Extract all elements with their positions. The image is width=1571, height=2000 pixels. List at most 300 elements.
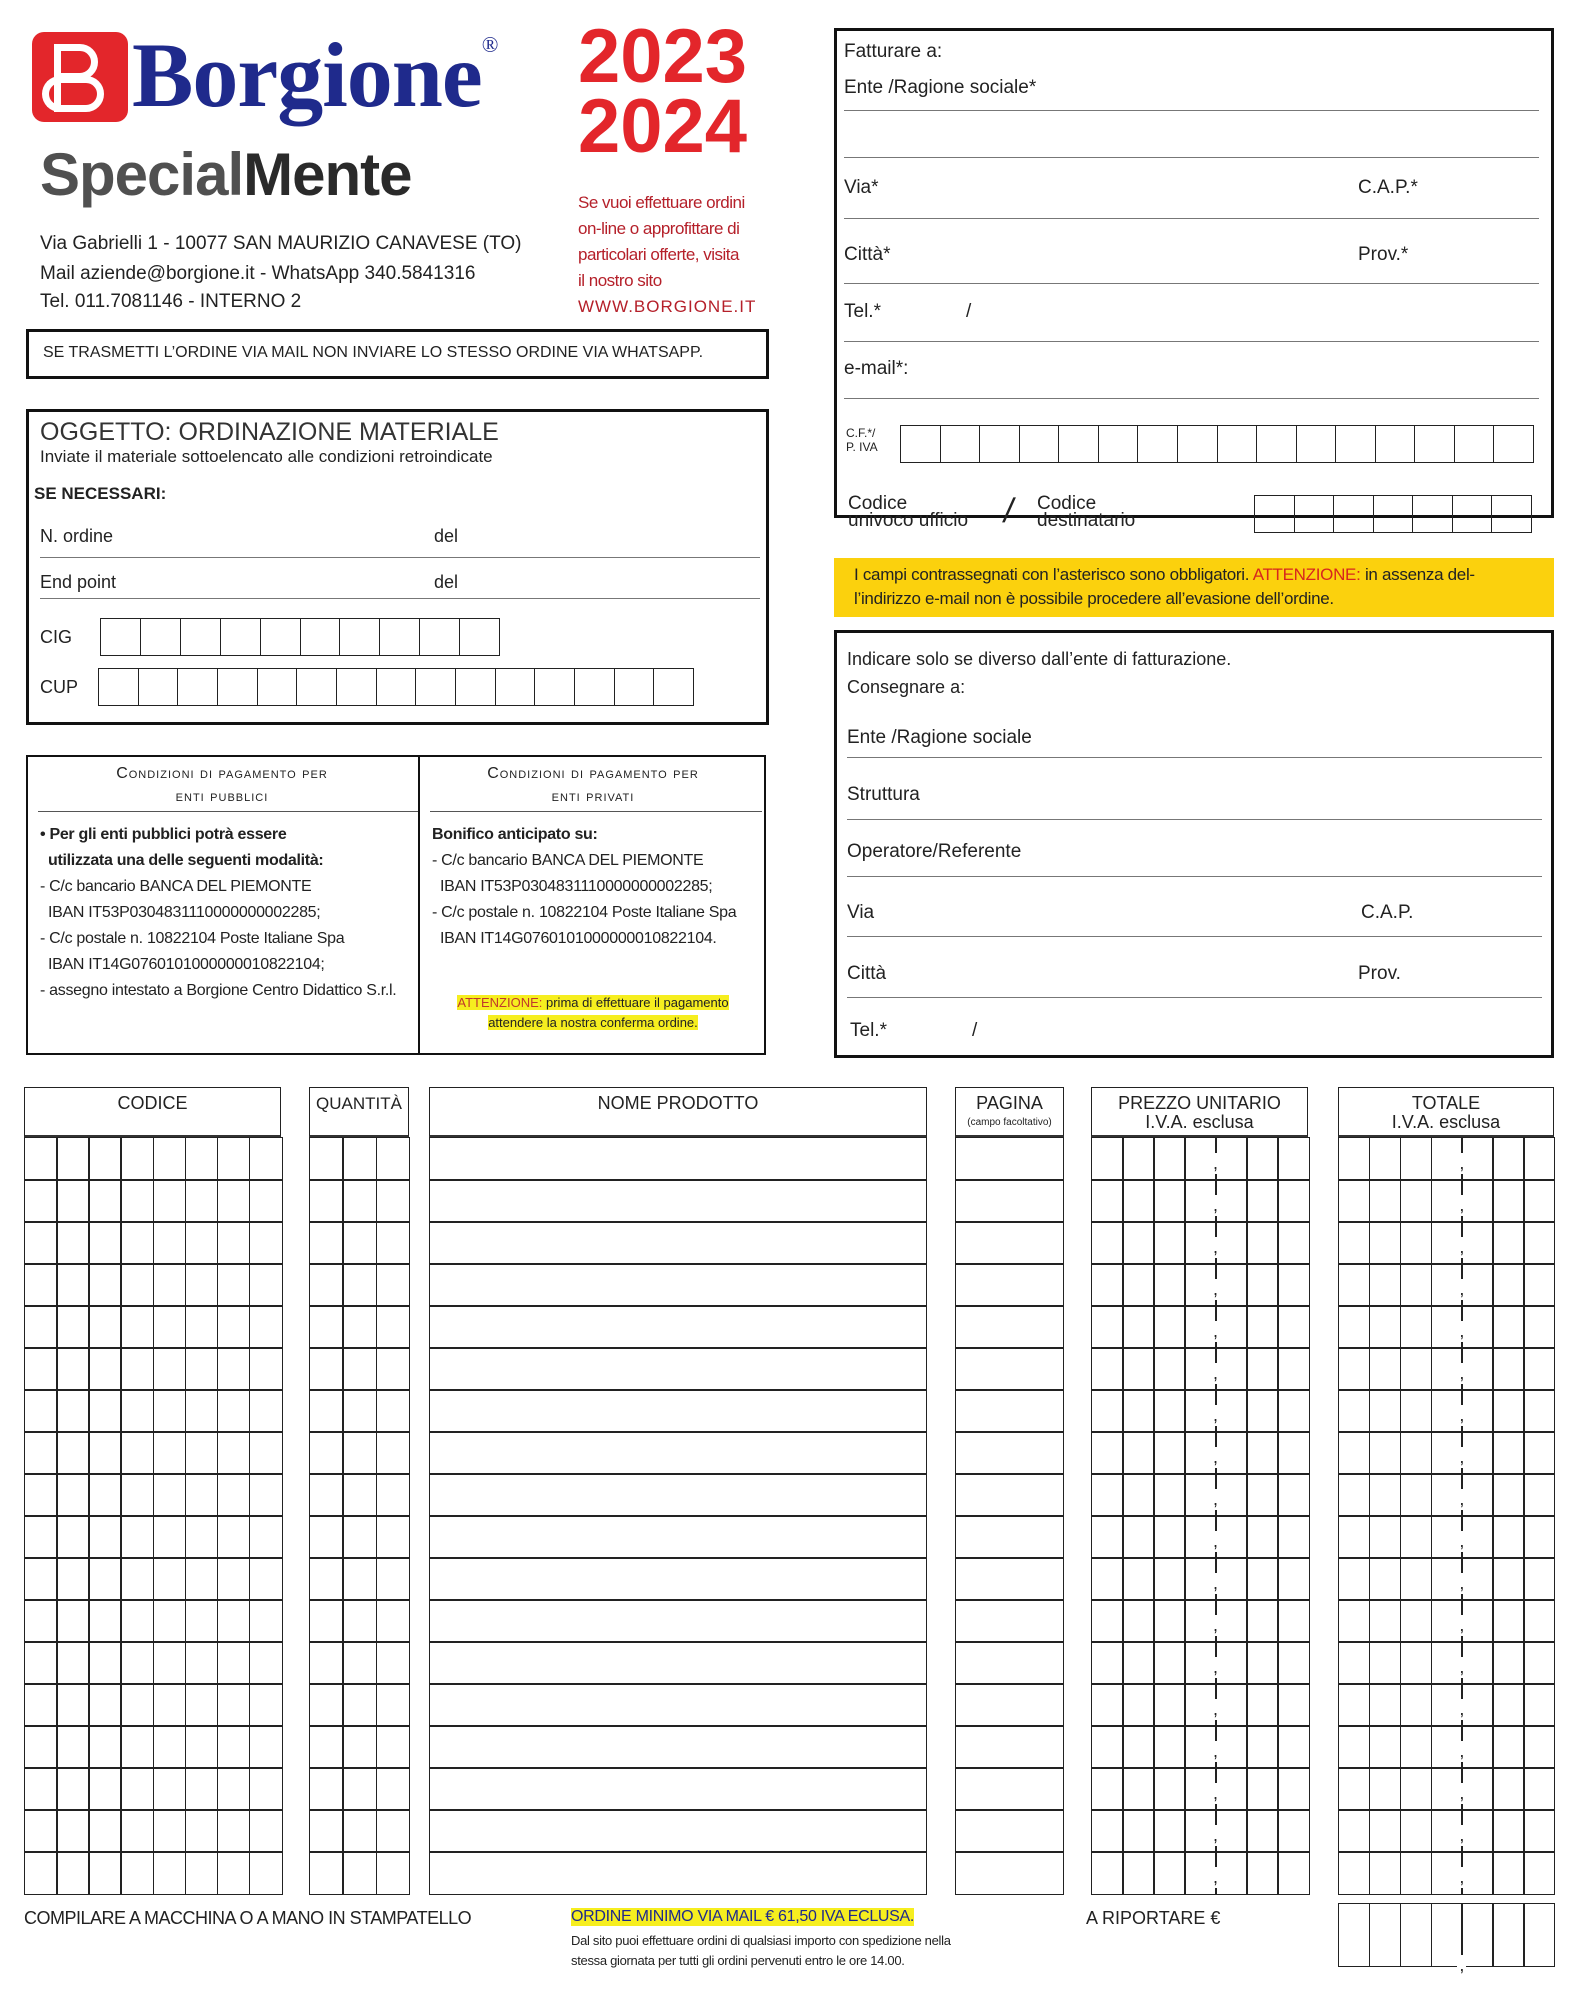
totale-cell[interactable]	[1400, 1683, 1432, 1727]
totale-cell[interactable]	[1492, 1767, 1524, 1811]
codice-cell[interactable]	[185, 1725, 219, 1769]
totale-cell[interactable]	[1369, 1137, 1401, 1181]
totale-cell[interactable]	[1492, 1305, 1524, 1349]
codice-cell[interactable]	[249, 1515, 283, 1559]
quantita-cell[interactable]	[309, 1305, 344, 1349]
nome-prodotto-cell[interactable]	[429, 1179, 927, 1223]
char-box[interactable]	[535, 669, 575, 705]
prezzo-unitario-cell[interactable]	[1153, 1557, 1186, 1601]
codice-cell[interactable]	[153, 1137, 187, 1181]
billing-email-field[interactable]	[844, 398, 1539, 399]
prezzo-unitario-cell[interactable]	[1091, 1851, 1124, 1895]
codice-cell[interactable]	[249, 1431, 283, 1475]
codice-cell[interactable]	[88, 1389, 122, 1433]
prezzo-unitario-cell[interactable]	[1091, 1473, 1124, 1517]
codice-cell[interactable]	[153, 1725, 187, 1769]
prezzo-unitario-cell[interactable]	[1122, 1767, 1155, 1811]
codice-cell[interactable]	[185, 1851, 219, 1895]
totale-cell[interactable]	[1523, 1683, 1555, 1727]
quantita-cell[interactable]	[376, 1599, 411, 1643]
a-riportare-cell[interactable]	[1523, 1903, 1555, 1967]
a-riportare-cell[interactable]	[1400, 1903, 1432, 1967]
prezzo-unitario-cell[interactable]	[1246, 1473, 1279, 1517]
totale-cell[interactable]	[1400, 1221, 1432, 1265]
codice-cell[interactable]	[249, 1641, 283, 1685]
totale-cell[interactable]	[1492, 1851, 1524, 1895]
codice-cell[interactable]	[217, 1305, 251, 1349]
totale-cell[interactable]	[1523, 1725, 1555, 1769]
prezzo-unitario-cell[interactable]	[1122, 1179, 1155, 1223]
prezzo-unitario-cell[interactable]	[1153, 1767, 1186, 1811]
totale-cell[interactable]	[1400, 1179, 1432, 1223]
totale-cell[interactable]	[1338, 1725, 1370, 1769]
codice-cell[interactable]	[56, 1641, 90, 1685]
totale-cell[interactable]	[1338, 1431, 1370, 1475]
pagina-cell[interactable]	[955, 1389, 1064, 1433]
codice-cell[interactable]	[249, 1347, 283, 1391]
totale-cell[interactable]	[1400, 1767, 1432, 1811]
codice-cell[interactable]	[88, 1683, 122, 1727]
char-box[interactable]	[1218, 426, 1258, 462]
codice-cell[interactable]	[217, 1347, 251, 1391]
codice-cell[interactable]	[249, 1557, 283, 1601]
cup-input-boxes[interactable]	[98, 668, 694, 706]
codice-destinatario-input-boxes[interactable]	[1254, 495, 1532, 533]
totale-cell[interactable]	[1369, 1347, 1401, 1391]
codice-cell[interactable]	[56, 1599, 90, 1643]
codice-cell[interactable]	[217, 1221, 251, 1265]
totale-cell[interactable]	[1338, 1347, 1370, 1391]
quantita-cell[interactable]	[376, 1641, 411, 1685]
char-box[interactable]	[1255, 496, 1295, 532]
codice-cell[interactable]	[249, 1473, 283, 1517]
codice-cell[interactable]	[153, 1599, 187, 1643]
quantita-cell[interactable]	[376, 1725, 411, 1769]
codice-cell[interactable]	[120, 1851, 154, 1895]
codice-cell[interactable]	[56, 1683, 90, 1727]
codice-cell[interactable]	[24, 1137, 58, 1181]
prezzo-unitario-cell[interactable]	[1091, 1137, 1124, 1181]
prezzo-unitario-cell[interactable]	[1277, 1473, 1310, 1517]
prezzo-unitario-cell[interactable]	[1246, 1683, 1279, 1727]
quantita-cell[interactable]	[376, 1431, 411, 1475]
totale-cell[interactable]	[1400, 1599, 1432, 1643]
char-box[interactable]	[141, 619, 181, 655]
char-box[interactable]	[1415, 426, 1455, 462]
nome-prodotto-cell[interactable]	[429, 1683, 927, 1727]
totale-cell[interactable]	[1492, 1389, 1524, 1433]
codice-cell[interactable]	[249, 1263, 283, 1307]
totale-cell[interactable]	[1338, 1809, 1370, 1853]
totale-cell[interactable]	[1338, 1515, 1370, 1559]
shipping-operatore-field[interactable]	[847, 876, 1542, 877]
codice-cell[interactable]	[153, 1221, 187, 1265]
codice-cell[interactable]	[185, 1767, 219, 1811]
totale-cell[interactable]	[1338, 1179, 1370, 1223]
char-box[interactable]	[1295, 496, 1335, 532]
totale-cell[interactable]	[1492, 1599, 1524, 1643]
quantita-cell[interactable]	[309, 1683, 344, 1727]
prezzo-unitario-cell[interactable]	[1153, 1515, 1186, 1559]
nome-prodotto-cell[interactable]	[429, 1725, 927, 1769]
quantita-cell[interactable]	[376, 1305, 411, 1349]
prezzo-unitario-cell[interactable]	[1122, 1473, 1155, 1517]
totale-cell[interactable]	[1338, 1557, 1370, 1601]
codice-cell[interactable]	[120, 1683, 154, 1727]
totale-cell[interactable]	[1523, 1179, 1555, 1223]
codice-cell[interactable]	[249, 1305, 283, 1349]
codice-cell[interactable]	[249, 1725, 283, 1769]
pagina-cell[interactable]	[955, 1683, 1064, 1727]
codice-cell[interactable]	[24, 1557, 58, 1601]
totale-cell[interactable]	[1523, 1641, 1555, 1685]
char-box[interactable]	[1297, 426, 1337, 462]
codice-cell[interactable]	[56, 1725, 90, 1769]
codice-cell[interactable]	[185, 1515, 219, 1559]
nome-prodotto-cell[interactable]	[429, 1599, 927, 1643]
codice-cell[interactable]	[120, 1389, 154, 1433]
quantita-cell[interactable]	[376, 1389, 411, 1433]
codice-cell[interactable]	[88, 1263, 122, 1307]
totale-cell[interactable]	[1523, 1263, 1555, 1307]
totale-cell[interactable]	[1492, 1431, 1524, 1475]
codice-cell[interactable]	[153, 1851, 187, 1895]
char-box[interactable]	[99, 669, 139, 705]
codice-cell[interactable]	[217, 1431, 251, 1475]
quantita-cell[interactable]	[309, 1725, 344, 1769]
totale-cell[interactable]	[1523, 1431, 1555, 1475]
codice-cell[interactable]	[249, 1137, 283, 1181]
codice-cell[interactable]	[88, 1851, 122, 1895]
pagina-cell[interactable]	[955, 1557, 1064, 1601]
totale-cell[interactable]	[1492, 1137, 1524, 1181]
codice-cell[interactable]	[153, 1263, 187, 1307]
website-link[interactable]: WWW.BORGIONE.IT	[578, 297, 757, 316]
codice-cell[interactable]	[88, 1767, 122, 1811]
codice-cell[interactable]	[185, 1137, 219, 1181]
prezzo-unitario-cell[interactable]	[1153, 1305, 1186, 1349]
totale-cell[interactable]	[1369, 1179, 1401, 1223]
char-box[interactable]	[941, 426, 981, 462]
char-box[interactable]	[1413, 496, 1453, 532]
prezzo-unitario-cell[interactable]	[1091, 1515, 1124, 1559]
quantita-cell[interactable]	[342, 1809, 377, 1853]
nome-prodotto-cell[interactable]	[429, 1221, 927, 1265]
codice-cell[interactable]	[120, 1557, 154, 1601]
totale-cell[interactable]	[1338, 1851, 1370, 1895]
totale-cell[interactable]	[1369, 1263, 1401, 1307]
codice-cell[interactable]	[153, 1515, 187, 1559]
prezzo-unitario-cell[interactable]	[1277, 1263, 1310, 1307]
prezzo-unitario-cell[interactable]	[1277, 1515, 1310, 1559]
billing-ente-field-2[interactable]	[844, 157, 1539, 158]
prezzo-unitario-cell[interactable]	[1091, 1683, 1124, 1727]
codice-cell[interactable]	[249, 1221, 283, 1265]
codice-cell[interactable]	[185, 1557, 219, 1601]
char-box[interactable]	[258, 669, 298, 705]
prezzo-unitario-cell[interactable]	[1277, 1347, 1310, 1391]
prezzo-unitario-cell[interactable]	[1277, 1137, 1310, 1181]
totale-cell[interactable]	[1400, 1263, 1432, 1307]
codice-cell[interactable]	[24, 1599, 58, 1643]
prezzo-unitario-cell[interactable]	[1122, 1725, 1155, 1769]
quantita-cell[interactable]	[342, 1305, 377, 1349]
prezzo-unitario-cell[interactable]	[1122, 1515, 1155, 1559]
char-box[interactable]	[377, 669, 417, 705]
totale-cell[interactable]	[1523, 1137, 1555, 1181]
totale-cell[interactable]	[1338, 1767, 1370, 1811]
quantita-cell[interactable]	[342, 1641, 377, 1685]
quantita-cell[interactable]	[309, 1473, 344, 1517]
codice-cell[interactable]	[88, 1641, 122, 1685]
char-box[interactable]	[301, 619, 341, 655]
pagina-cell[interactable]	[955, 1599, 1064, 1643]
prezzo-unitario-cell[interactable]	[1091, 1431, 1124, 1475]
prezzo-unitario-cell[interactable]	[1277, 1851, 1310, 1895]
prezzo-unitario-cell[interactable]	[1122, 1809, 1155, 1853]
quantita-cell[interactable]	[309, 1137, 344, 1181]
codice-cell[interactable]	[88, 1431, 122, 1475]
char-box[interactable]	[221, 619, 261, 655]
codice-cell[interactable]	[249, 1389, 283, 1433]
codice-cell[interactable]	[24, 1473, 58, 1517]
quantita-cell[interactable]	[309, 1389, 344, 1433]
char-box[interactable]	[1455, 426, 1495, 462]
prezzo-unitario-cell[interactable]	[1153, 1431, 1186, 1475]
codice-cell[interactable]	[120, 1137, 154, 1181]
quantita-cell[interactable]	[309, 1347, 344, 1391]
codice-cell[interactable]	[120, 1221, 154, 1265]
char-box[interactable]	[1492, 496, 1531, 532]
codice-cell[interactable]	[56, 1389, 90, 1433]
char-box[interactable]	[615, 669, 655, 705]
totale-cell[interactable]	[1400, 1431, 1432, 1475]
prezzo-unitario-cell[interactable]	[1277, 1431, 1310, 1475]
nome-prodotto-cell[interactable]	[429, 1557, 927, 1601]
char-box[interactable]	[1059, 426, 1099, 462]
totale-cell[interactable]	[1492, 1683, 1524, 1727]
codice-cell[interactable]	[24, 1515, 58, 1559]
codice-cell[interactable]	[56, 1473, 90, 1517]
totale-cell[interactable]	[1400, 1347, 1432, 1391]
codice-cell[interactable]	[217, 1725, 251, 1769]
codice-cell[interactable]	[56, 1767, 90, 1811]
char-box[interactable]	[901, 426, 941, 462]
quantita-cell[interactable]	[342, 1137, 377, 1181]
char-box[interactable]	[456, 669, 496, 705]
codice-cell[interactable]	[153, 1347, 187, 1391]
prezzo-unitario-cell[interactable]	[1153, 1389, 1186, 1433]
codice-cell[interactable]	[153, 1641, 187, 1685]
codice-cell[interactable]	[56, 1137, 90, 1181]
codice-cell[interactable]	[217, 1809, 251, 1853]
totale-cell[interactable]	[1338, 1221, 1370, 1265]
prezzo-unitario-cell[interactable]	[1091, 1179, 1124, 1223]
quantita-cell[interactable]	[376, 1179, 411, 1223]
totale-cell[interactable]	[1400, 1557, 1432, 1601]
quantita-cell[interactable]	[342, 1767, 377, 1811]
quantita-cell[interactable]	[376, 1851, 411, 1895]
quantita-cell[interactable]	[376, 1515, 411, 1559]
codice-cell[interactable]	[56, 1347, 90, 1391]
prezzo-unitario-cell[interactable]	[1246, 1515, 1279, 1559]
prezzo-unitario-cell[interactable]	[1091, 1347, 1124, 1391]
char-box[interactable]	[340, 619, 380, 655]
codice-cell[interactable]	[185, 1347, 219, 1391]
codice-cell[interactable]	[249, 1809, 283, 1853]
quantita-cell[interactable]	[342, 1473, 377, 1517]
nome-prodotto-cell[interactable]	[429, 1347, 927, 1391]
pagina-cell[interactable]	[955, 1305, 1064, 1349]
totale-cell[interactable]	[1492, 1473, 1524, 1517]
quantita-cell[interactable]	[342, 1389, 377, 1433]
totale-cell[interactable]	[1369, 1473, 1401, 1517]
prezzo-unitario-cell[interactable]	[1091, 1725, 1124, 1769]
totale-cell[interactable]	[1492, 1809, 1524, 1853]
prezzo-unitario-cell[interactable]	[1246, 1599, 1279, 1643]
quantita-cell[interactable]	[309, 1851, 344, 1895]
prezzo-unitario-cell[interactable]	[1122, 1221, 1155, 1265]
codice-cell[interactable]	[24, 1725, 58, 1769]
codice-cell[interactable]	[217, 1515, 251, 1559]
pagina-cell[interactable]	[955, 1473, 1064, 1517]
codice-cell[interactable]	[24, 1767, 58, 1811]
nome-prodotto-cell[interactable]	[429, 1515, 927, 1559]
prezzo-unitario-cell[interactable]	[1246, 1179, 1279, 1223]
totale-cell[interactable]	[1492, 1263, 1524, 1307]
codice-cell[interactable]	[24, 1431, 58, 1475]
prezzo-unitario-cell[interactable]	[1122, 1641, 1155, 1685]
totale-cell[interactable]	[1523, 1599, 1555, 1643]
char-box[interactable]	[460, 619, 499, 655]
prezzo-unitario-cell[interactable]	[1153, 1263, 1186, 1307]
codice-cell[interactable]	[24, 1809, 58, 1853]
quantita-cell[interactable]	[376, 1557, 411, 1601]
codice-cell[interactable]	[88, 1137, 122, 1181]
totale-cell[interactable]	[1338, 1389, 1370, 1433]
char-box[interactable]	[1138, 426, 1178, 462]
totale-cell[interactable]	[1369, 1851, 1401, 1895]
codice-cell[interactable]	[185, 1809, 219, 1853]
codice-cell[interactable]	[153, 1431, 187, 1475]
codice-cell[interactable]	[56, 1809, 90, 1853]
quantita-cell[interactable]	[342, 1515, 377, 1559]
quantita-cell[interactable]	[309, 1809, 344, 1853]
codice-cell[interactable]	[120, 1179, 154, 1223]
char-box[interactable]	[575, 669, 615, 705]
char-box[interactable]	[1374, 496, 1414, 532]
codice-cell[interactable]	[24, 1179, 58, 1223]
totale-cell[interactable]	[1523, 1515, 1555, 1559]
prezzo-unitario-cell[interactable]	[1153, 1473, 1186, 1517]
totale-cell[interactable]	[1400, 1473, 1432, 1517]
totale-cell[interactable]	[1492, 1347, 1524, 1391]
codice-cell[interactable]	[120, 1347, 154, 1391]
codice-cell[interactable]	[120, 1305, 154, 1349]
codice-cell[interactable]	[249, 1767, 283, 1811]
shipping-ente-field[interactable]	[847, 757, 1542, 758]
codice-cell[interactable]	[88, 1473, 122, 1517]
quantita-cell[interactable]	[376, 1221, 411, 1265]
prezzo-unitario-cell[interactable]	[1091, 1389, 1124, 1433]
prezzo-unitario-cell[interactable]	[1246, 1221, 1279, 1265]
pagina-cell[interactable]	[955, 1137, 1064, 1181]
cf-piva-input-boxes[interactable]	[900, 425, 1534, 463]
nome-prodotto-cell[interactable]	[429, 1767, 927, 1811]
prezzo-unitario-cell[interactable]	[1277, 1767, 1310, 1811]
totale-cell[interactable]	[1369, 1767, 1401, 1811]
prezzo-unitario-cell[interactable]	[1091, 1221, 1124, 1265]
pagina-cell[interactable]	[955, 1767, 1064, 1811]
codice-cell[interactable]	[153, 1389, 187, 1433]
codice-cell[interactable]	[153, 1305, 187, 1349]
codice-cell[interactable]	[185, 1305, 219, 1349]
quantita-cell[interactable]	[376, 1683, 411, 1727]
pagina-cell[interactable]	[955, 1851, 1064, 1895]
shipping-via-field[interactable]	[847, 936, 1542, 937]
codice-cell[interactable]	[88, 1809, 122, 1853]
prezzo-unitario-cell[interactable]	[1277, 1641, 1310, 1685]
codice-cell[interactable]	[217, 1179, 251, 1223]
prezzo-unitario-cell[interactable]	[1246, 1557, 1279, 1601]
codice-cell[interactable]	[217, 1473, 251, 1517]
prezzo-unitario-cell[interactable]	[1246, 1725, 1279, 1769]
quantita-cell[interactable]	[342, 1683, 377, 1727]
end-point-field[interactable]	[40, 598, 760, 599]
a-riportare-cell[interactable]	[1369, 1903, 1401, 1967]
totale-cell[interactable]	[1523, 1851, 1555, 1895]
codice-cell[interactable]	[249, 1851, 283, 1895]
quantita-cell[interactable]	[309, 1179, 344, 1223]
prezzo-unitario-cell[interactable]	[1122, 1389, 1155, 1433]
codice-cell[interactable]	[120, 1515, 154, 1559]
quantita-cell[interactable]	[309, 1221, 344, 1265]
prezzo-unitario-cell[interactable]	[1122, 1263, 1155, 1307]
totale-cell[interactable]	[1492, 1221, 1524, 1265]
totale-cell[interactable]	[1492, 1557, 1524, 1601]
char-box[interactable]	[181, 619, 221, 655]
totale-cell[interactable]	[1400, 1137, 1432, 1181]
quantita-cell[interactable]	[376, 1767, 411, 1811]
billing-via-field[interactable]	[844, 218, 1539, 219]
prezzo-unitario-cell[interactable]	[1277, 1305, 1310, 1349]
n-ordine-field[interactable]	[40, 557, 760, 558]
prezzo-unitario-cell[interactable]	[1122, 1599, 1155, 1643]
billing-tel-field[interactable]	[844, 341, 1539, 342]
codice-cell[interactable]	[217, 1851, 251, 1895]
codice-cell[interactable]	[56, 1221, 90, 1265]
prezzo-unitario-cell[interactable]	[1091, 1641, 1124, 1685]
codice-cell[interactable]	[56, 1557, 90, 1601]
totale-cell[interactable]	[1338, 1599, 1370, 1643]
totale-cell[interactable]	[1400, 1389, 1432, 1433]
codice-cell[interactable]	[217, 1137, 251, 1181]
codice-cell[interactable]	[217, 1263, 251, 1307]
totale-cell[interactable]	[1400, 1515, 1432, 1559]
codice-cell[interactable]	[185, 1179, 219, 1223]
nome-prodotto-cell[interactable]	[429, 1851, 927, 1895]
char-box[interactable]	[1178, 426, 1218, 462]
codice-cell[interactable]	[153, 1683, 187, 1727]
quantita-cell[interactable]	[309, 1641, 344, 1685]
totale-cell[interactable]	[1492, 1641, 1524, 1685]
codice-cell[interactable]	[153, 1473, 187, 1517]
prezzo-unitario-cell[interactable]	[1153, 1221, 1186, 1265]
char-box[interactable]	[139, 669, 179, 705]
codice-cell[interactable]	[88, 1599, 122, 1643]
totale-cell[interactable]	[1338, 1473, 1370, 1517]
billing-ente-field[interactable]	[844, 110, 1539, 111]
